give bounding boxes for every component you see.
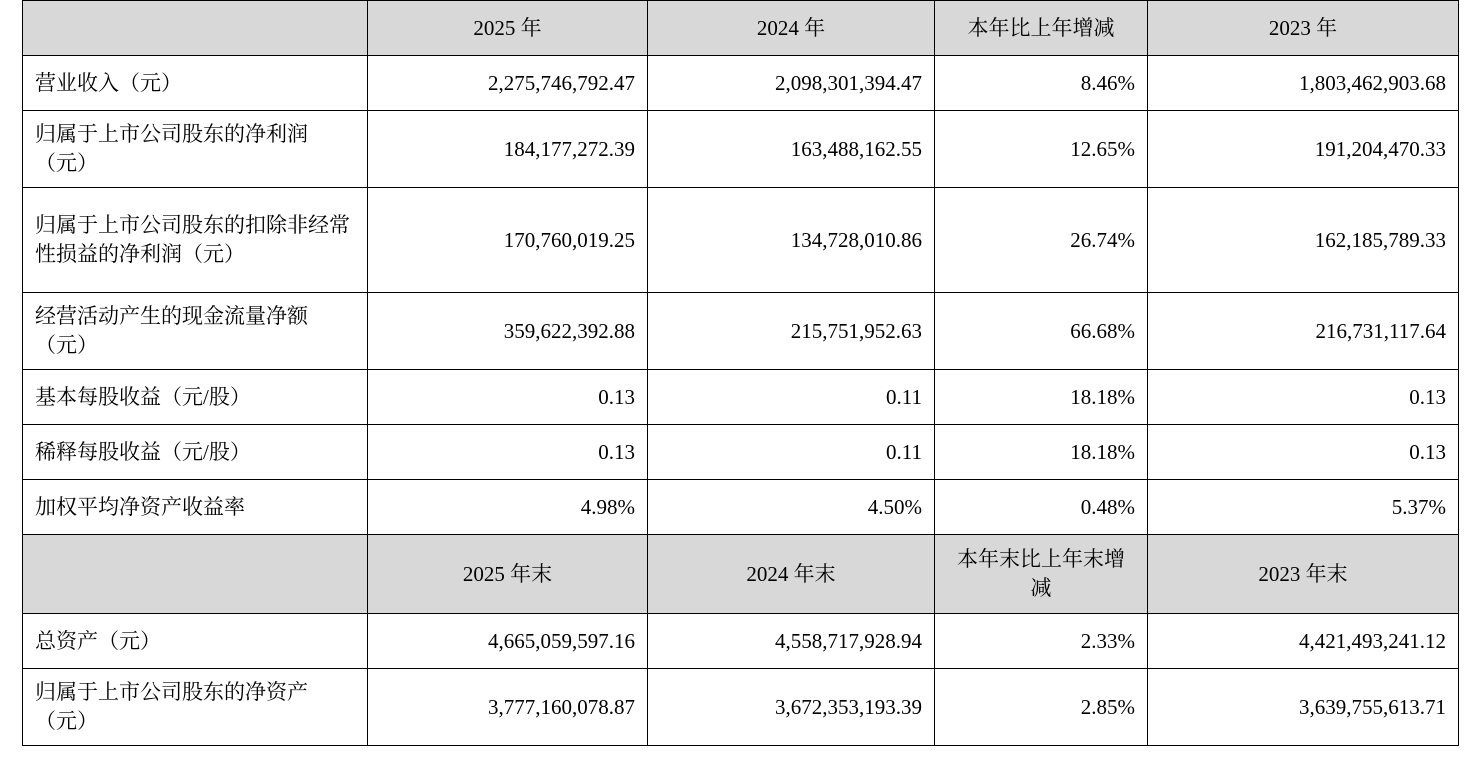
cell-value: 0.48% [935,480,1148,535]
cell-value: 0.13 [1148,370,1459,425]
cell-value: 1,803,462,903.68 [1148,56,1459,111]
cell-value: 359,622,392.88 [368,293,648,370]
cell-value: 66.68% [935,293,1148,370]
header-cell-blank [23,535,368,614]
cell-value: 134,728,010.86 [648,188,935,293]
header-cell-2025-yearend: 2025 年末 [368,535,648,614]
cell-value: 4.98% [368,480,648,535]
cell-value: 12.65% [935,111,1148,188]
cell-value: 3,777,160,078.87 [368,669,648,746]
row-label: 经营活动产生的现金流量净额（元） [23,293,368,370]
cell-value: 3,672,353,193.39 [648,669,935,746]
cell-value: 4.50% [648,480,935,535]
header-cell-blank [23,1,368,56]
header-cell-yearend-change: 本年末比上年末增减 [935,535,1148,614]
cell-value: 163,488,162.55 [648,111,935,188]
table-row [23,480,1459,535]
row-label: 营业收入（元） [23,56,368,111]
cell-value: 162,185,789.33 [1148,188,1459,293]
header-cell-2024-yearend: 2024 年末 [648,535,935,614]
header-cell-yoy-change: 本年比上年增减 [935,1,1148,56]
cell-value: 0.13 [368,425,648,480]
cell-value: 3,639,755,613.71 [1148,669,1459,746]
table-row [23,293,1459,370]
table-row [23,56,1459,111]
table-row [23,425,1459,480]
cell-value: 0.13 [368,370,648,425]
table-row [23,669,1459,746]
cell-value: 4,421,493,241.12 [1148,614,1459,669]
row-label: 归属于上市公司股东的净资产（元） [23,669,368,746]
cell-value: 2,275,746,792.47 [368,56,648,111]
table-header-row-period [23,1,1459,56]
cell-value: 2.33% [935,614,1148,669]
cell-value: 8.46% [935,56,1148,111]
cell-value: 4,558,717,928.94 [648,614,935,669]
row-label: 归属于上市公司股东的扣除非经常性损益的净利润（元） [23,188,368,293]
cell-value: 5.37% [1148,480,1459,535]
cell-value: 18.18% [935,370,1148,425]
row-label: 总资产（元） [23,614,368,669]
cell-value: 184,177,272.39 [368,111,648,188]
row-label: 归属于上市公司股东的净利润（元） [23,111,368,188]
row-label: 稀释每股收益（元/股） [23,425,368,480]
row-label: 基本每股收益（元/股） [23,370,368,425]
cell-value: 215,751,952.63 [648,293,935,370]
table-row [23,111,1459,188]
cell-value: 170,760,019.25 [368,188,648,293]
table-row [23,614,1459,669]
row-label: 加权平均净资产收益率 [23,480,368,535]
cell-value: 216,731,117.64 [1148,293,1459,370]
header-cell-2023: 2023 年 [1148,1,1459,56]
table-header-row-yearend [23,535,1459,614]
cell-value: 2.85% [935,669,1148,746]
header-cell-2024: 2024 年 [648,1,935,56]
cell-value: 191,204,470.33 [1148,111,1459,188]
cell-value: 18.18% [935,425,1148,480]
header-cell-2025: 2025 年 [368,1,648,56]
financial-summary-table [22,0,1459,746]
table-row [23,188,1459,293]
header-cell-2023-yearend: 2023 年末 [1148,535,1459,614]
cell-value: 0.11 [648,425,935,480]
cell-value: 2,098,301,394.47 [648,56,935,111]
table-row [23,370,1459,425]
cell-value: 0.11 [648,370,935,425]
cell-value: 4,665,059,597.16 [368,614,648,669]
cell-value: 26.74% [935,188,1148,293]
cell-value: 0.13 [1148,425,1459,480]
